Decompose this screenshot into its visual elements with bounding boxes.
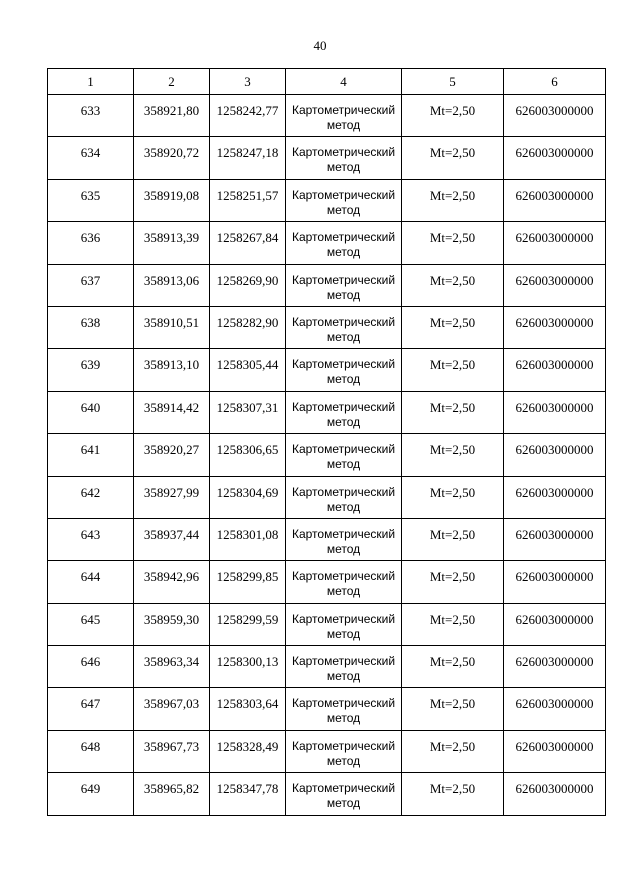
y-coordinate-cell: 1258305,44: [210, 349, 286, 391]
point-number-cell: 640: [48, 391, 134, 433]
x-coordinate-cell: 358920,27: [134, 434, 210, 476]
table-row: [48, 95, 606, 137]
point-number-cell: 636: [48, 222, 134, 264]
header-col-3: 3: [210, 69, 286, 95]
x-coordinate-cell: 358921,80: [134, 95, 210, 137]
code-cell: 626003000000: [504, 306, 606, 348]
point-number-cell: 641: [48, 434, 134, 476]
table-row: [48, 603, 606, 645]
accuracy-cell: Mt=2,50: [402, 730, 504, 772]
point-number-cell: 633: [48, 95, 134, 137]
method-cell: [286, 476, 402, 518]
table-row: [48, 646, 606, 688]
point-number-cell: 644: [48, 561, 134, 603]
code-cell: 626003000000: [504, 349, 606, 391]
x-coordinate-cell: 358910,51: [134, 306, 210, 348]
table-row: [48, 264, 606, 306]
table-row: [48, 773, 606, 815]
x-coordinate-cell: 358942,96: [134, 561, 210, 603]
y-coordinate-cell: 1258303,64: [210, 688, 286, 730]
code-cell: 626003000000: [504, 264, 606, 306]
method-line-1: Картометрический: [291, 654, 396, 669]
accuracy-cell: Mt=2,50: [402, 688, 504, 730]
method-line-1: Картометрический: [291, 611, 396, 626]
method-cell: [286, 603, 402, 645]
table-row: [48, 688, 606, 730]
method-line-2: метод: [326, 202, 361, 217]
accuracy-cell: Mt=2,50: [402, 434, 504, 476]
y-coordinate-cell: 1258347,78: [210, 773, 286, 815]
code-cell: 626003000000: [504, 95, 606, 137]
table-row: [48, 391, 606, 433]
method-line-2: метод: [326, 160, 361, 175]
table-row: [48, 306, 606, 348]
method-line-1: Картометрический: [291, 230, 396, 245]
method-line-1: Картометрический: [291, 145, 396, 160]
x-coordinate-cell: 358913,39: [134, 222, 210, 264]
x-coordinate-cell: 358919,08: [134, 179, 210, 221]
code-cell: 626003000000: [504, 518, 606, 560]
method-line-1: Картометрический: [291, 442, 396, 457]
method-line-2: метод: [326, 245, 361, 260]
y-coordinate-cell: 1258300,13: [210, 646, 286, 688]
code-cell: 626003000000: [504, 391, 606, 433]
header-col-2: 2: [134, 69, 210, 95]
table-row: [48, 222, 606, 264]
code-cell: 626003000000: [504, 476, 606, 518]
y-coordinate-cell: 1258269,90: [210, 264, 286, 306]
accuracy-cell: Mt=2,50: [402, 561, 504, 603]
method-cell: [286, 646, 402, 688]
table-row: [48, 561, 606, 603]
y-coordinate-cell: 1258301,08: [210, 518, 286, 560]
table-row: [48, 730, 606, 772]
y-coordinate-cell: 1258242,77: [210, 95, 286, 137]
coordinates-table: [47, 68, 606, 816]
method-cell: [286, 688, 402, 730]
x-coordinate-cell: 358913,10: [134, 349, 210, 391]
method-line-2: метод: [326, 329, 361, 344]
method-line-2: метод: [326, 372, 361, 387]
accuracy-cell: Mt=2,50: [402, 264, 504, 306]
accuracy-cell: Mt=2,50: [402, 349, 504, 391]
method-cell: [286, 561, 402, 603]
method-line-1: Картометрический: [291, 314, 396, 329]
method-cell: [286, 222, 402, 264]
method-line-1: Картометрический: [291, 484, 396, 499]
point-number-cell: 649: [48, 773, 134, 815]
method-line-2: метод: [326, 457, 361, 472]
point-number-cell: 642: [48, 476, 134, 518]
method-line-1: Картометрический: [291, 399, 396, 414]
table-row: [48, 434, 606, 476]
y-coordinate-cell: 1258307,31: [210, 391, 286, 433]
point-number-cell: 643: [48, 518, 134, 560]
method-line-2: метод: [326, 753, 361, 768]
point-number-cell: 634: [48, 137, 134, 179]
code-cell: 626003000000: [504, 773, 606, 815]
point-number-cell: 639: [48, 349, 134, 391]
method-line-2: метод: [326, 541, 361, 556]
x-coordinate-cell: 358937,44: [134, 518, 210, 560]
method-line-2: метод: [326, 796, 361, 811]
accuracy-cell: Mt=2,50: [402, 222, 504, 264]
table-header: [48, 69, 606, 95]
method-cell: [286, 434, 402, 476]
method-line-2: метод: [326, 669, 361, 684]
method-line-1: Картометрический: [291, 569, 396, 584]
accuracy-cell: Mt=2,50: [402, 391, 504, 433]
method-line-1: Картометрический: [291, 272, 396, 287]
point-number-cell: 635: [48, 179, 134, 221]
method-cell: [286, 349, 402, 391]
x-coordinate-cell: 358967,03: [134, 688, 210, 730]
method-line-2: метод: [326, 584, 361, 599]
y-coordinate-cell: 1258247,18: [210, 137, 286, 179]
x-coordinate-cell: 358913,06: [134, 264, 210, 306]
table-row: [48, 137, 606, 179]
method-line-1: Картометрический: [291, 187, 396, 202]
accuracy-cell: Mt=2,50: [402, 773, 504, 815]
page-number: 40: [313, 38, 327, 53]
method-line-1: Картометрический: [291, 696, 396, 711]
code-cell: 626003000000: [504, 730, 606, 772]
accuracy-cell: Mt=2,50: [402, 179, 504, 221]
point-number-cell: 638: [48, 306, 134, 348]
accuracy-cell: Mt=2,50: [402, 603, 504, 645]
point-number-cell: 648: [48, 730, 134, 772]
method-cell: [286, 264, 402, 306]
y-coordinate-cell: 1258299,85: [210, 561, 286, 603]
point-number-cell: 637: [48, 264, 134, 306]
method-cell: [286, 518, 402, 560]
method-line-1: Картометрический: [291, 526, 396, 541]
x-coordinate-cell: 358967,73: [134, 730, 210, 772]
method-line-2: метод: [326, 414, 361, 429]
code-cell: 626003000000: [504, 646, 606, 688]
y-coordinate-cell: 1258328,49: [210, 730, 286, 772]
method-line-2: метод: [326, 118, 361, 132]
method-line-1: Картометрический: [291, 103, 396, 117]
code-cell: 626003000000: [504, 179, 606, 221]
x-coordinate-cell: 358920,72: [134, 137, 210, 179]
point-number-cell: 646: [48, 646, 134, 688]
code-cell: 626003000000: [504, 603, 606, 645]
code-cell: 626003000000: [504, 561, 606, 603]
point-number-cell: 645: [48, 603, 134, 645]
method-cell: [286, 137, 402, 179]
header-col-1: 1: [48, 69, 134, 95]
method-line-1: Картометрический: [291, 781, 396, 796]
table-row: [48, 518, 606, 560]
point-number-cell: 647: [48, 688, 134, 730]
method-cell: [286, 391, 402, 433]
accuracy-cell: Mt=2,50: [402, 518, 504, 560]
method-line-2: метод: [326, 711, 361, 726]
x-coordinate-cell: 358959,30: [134, 603, 210, 645]
method-line-2: метод: [326, 626, 361, 641]
accuracy-cell: Mt=2,50: [402, 95, 504, 137]
accuracy-cell: Mt=2,50: [402, 476, 504, 518]
y-coordinate-cell: 1258304,69: [210, 476, 286, 518]
x-coordinate-cell: 358963,34: [134, 646, 210, 688]
table-row: [48, 179, 606, 221]
y-coordinate-cell: 1258282,90: [210, 306, 286, 348]
table-row: [48, 349, 606, 391]
code-cell: 626003000000: [504, 222, 606, 264]
method-cell: [286, 773, 402, 815]
x-coordinate-cell: 358927,99: [134, 476, 210, 518]
header-col-5: 5: [402, 69, 504, 95]
y-coordinate-cell: 1258251,57: [210, 179, 286, 221]
method-cell: [286, 730, 402, 772]
y-coordinate-cell: 1258299,59: [210, 603, 286, 645]
header-col-4: 4: [286, 69, 402, 95]
table-row: [48, 476, 606, 518]
y-coordinate-cell: 1258267,84: [210, 222, 286, 264]
method-cell: [286, 306, 402, 348]
method-line-2: метод: [326, 499, 361, 514]
method-cell: [286, 179, 402, 221]
y-coordinate-cell: 1258306,65: [210, 434, 286, 476]
accuracy-cell: Mt=2,50: [402, 646, 504, 688]
x-coordinate-cell: 358914,42: [134, 391, 210, 433]
code-cell: 626003000000: [504, 137, 606, 179]
header-col-6: 6: [504, 69, 606, 95]
code-cell: 626003000000: [504, 688, 606, 730]
method-line-1: Картометрический: [291, 357, 396, 372]
x-coordinate-cell: 358965,82: [134, 773, 210, 815]
code-cell: 626003000000: [504, 434, 606, 476]
method-line-1: Картометрический: [291, 738, 396, 753]
method-cell: [286, 95, 402, 137]
header-row: [48, 69, 606, 95]
table-body: [48, 95, 606, 816]
accuracy-cell: Mt=2,50: [402, 306, 504, 348]
method-line-2: метод: [326, 287, 361, 302]
accuracy-cell: Mt=2,50: [402, 137, 504, 179]
